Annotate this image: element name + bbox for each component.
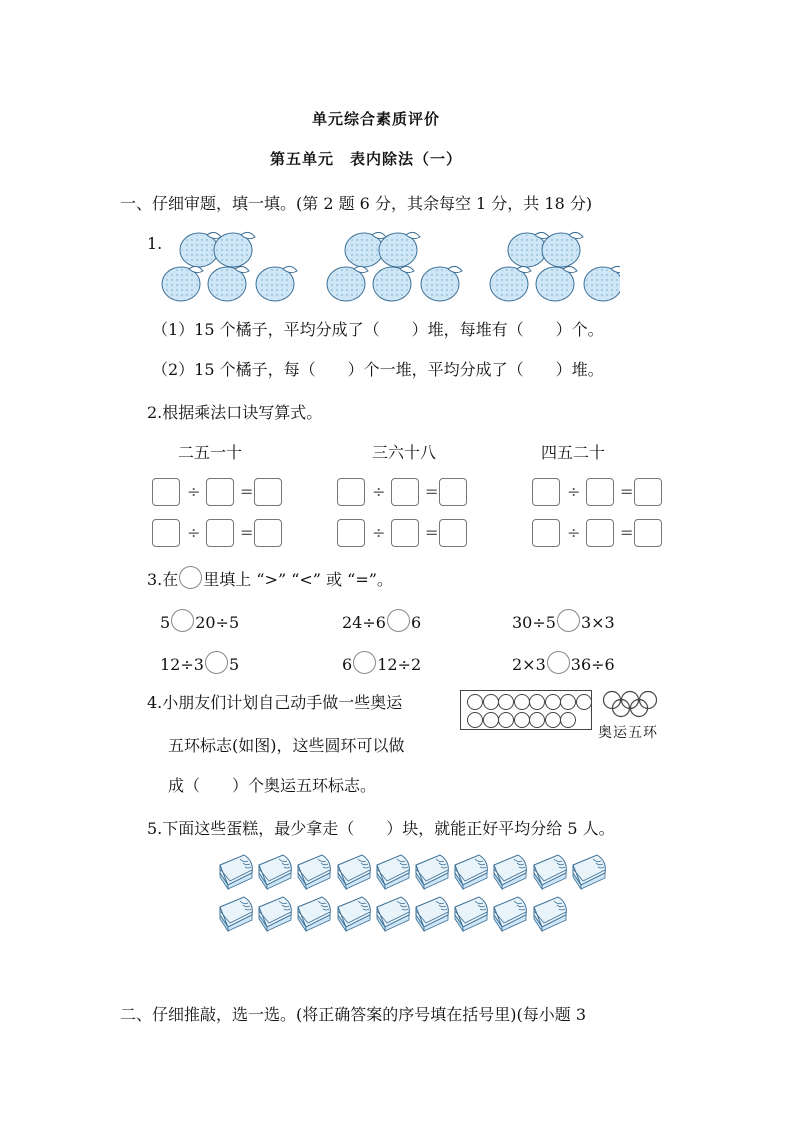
ring-icon xyxy=(498,694,514,710)
ring-icon xyxy=(560,712,576,728)
q3-right: 12÷2 xyxy=(377,655,422,674)
compare-circle[interactable] xyxy=(387,609,410,632)
ring-icon xyxy=(576,694,592,710)
cake-icon xyxy=(453,853,491,891)
cake-icon xyxy=(218,895,256,933)
division-sign: ÷ xyxy=(567,482,581,501)
cake-icon xyxy=(492,895,530,933)
q3-left: 5 xyxy=(160,613,171,632)
cake-icon xyxy=(257,895,295,933)
q3-left: 12÷3 xyxy=(160,655,204,674)
compare-circle[interactable] xyxy=(547,651,570,674)
cake-icon xyxy=(414,853,452,891)
cake-icon xyxy=(375,853,413,891)
section1-heading: 一、仔细审题，填一填。(第 2 题 6 分，其余每空 1 分，共 18 分) xyxy=(120,194,593,213)
equals-sign: = xyxy=(425,523,439,542)
q3-right: 6 xyxy=(410,613,422,632)
cake-icon xyxy=(336,895,374,933)
answer-box[interactable] xyxy=(532,519,560,547)
answer-box[interactable] xyxy=(152,519,180,547)
q3-left: 2×3 xyxy=(512,655,546,674)
q3-item xyxy=(342,651,421,674)
q3-item xyxy=(160,651,239,674)
cake-icon xyxy=(453,895,491,933)
q3-left: 24÷6 xyxy=(342,613,386,632)
unit-subtitle: 第五单元 表内除法（一） xyxy=(270,150,463,168)
q4-line-3: 成（ ）个奥运五环标志。 xyxy=(168,776,377,795)
ring-icon xyxy=(545,694,561,710)
ring-icon xyxy=(467,694,483,710)
compare-circle[interactable] xyxy=(171,609,194,632)
olympic-rings-icon xyxy=(600,690,660,720)
q3-item xyxy=(512,609,615,632)
division-sign: ÷ xyxy=(187,482,201,501)
equals-sign: = xyxy=(425,482,439,501)
q1-part-b: （2）15 个橘子，每（ ）个一堆，平均分成了（ ）堆。 xyxy=(152,360,604,379)
q3-left: 6 xyxy=(342,655,353,674)
compare-circle-icon xyxy=(179,566,202,589)
division-sign: ÷ xyxy=(187,523,201,542)
q4-line-2: 五环标志(如图)，这些圆环可以做 xyxy=(168,736,405,755)
answer-box[interactable] xyxy=(439,478,467,506)
oranges-illustration xyxy=(160,228,620,308)
compare-circle[interactable] xyxy=(205,651,228,674)
q1-part-a: （1）15 个橘子，平均分成了（ ）堆，每堆有（ ）个。 xyxy=(152,320,604,339)
q3-left: 30÷5 xyxy=(512,613,556,632)
q5-text: 5.下面这些蛋糕，最少拿走（ ）块，就能正好平均分给 5 人。 xyxy=(147,819,615,838)
answer-box[interactable] xyxy=(206,478,234,506)
q4-line-1: 4.小朋友们计划自己动手做一些奥运 xyxy=(147,693,403,712)
rings-box xyxy=(460,690,592,730)
answer-box[interactable] xyxy=(634,478,662,506)
ring-icon xyxy=(498,712,514,728)
answer-box[interactable] xyxy=(391,478,419,506)
cake-icon xyxy=(257,853,295,891)
answer-box[interactable] xyxy=(586,478,614,506)
answer-box[interactable] xyxy=(634,519,662,547)
cake-icon xyxy=(375,895,413,933)
division-sign: ÷ xyxy=(372,523,386,542)
cake-icon xyxy=(532,895,570,933)
q3-right: 3×3 xyxy=(580,613,615,632)
q3-item xyxy=(512,651,615,674)
cake-icon xyxy=(296,895,334,933)
answer-box[interactable] xyxy=(532,478,560,506)
equals-sign: = xyxy=(240,482,254,501)
division-sign: ÷ xyxy=(372,482,386,501)
answer-box[interactable] xyxy=(337,478,365,506)
q3-item xyxy=(160,609,239,632)
q2-rhyme-1: 二五一十 xyxy=(178,443,243,462)
cake-icon xyxy=(492,853,530,891)
answer-box[interactable] xyxy=(206,519,234,547)
rings-caption: 奥运五环 xyxy=(598,725,658,741)
answer-box[interactable] xyxy=(391,519,419,547)
cake-icon xyxy=(218,853,256,891)
equals-sign: = xyxy=(620,482,634,501)
division-sign: ÷ xyxy=(567,523,581,542)
cake-icon xyxy=(571,853,609,891)
answer-box[interactable] xyxy=(254,478,282,506)
compare-circle[interactable] xyxy=(353,651,376,674)
q3-prefix: 3.在 xyxy=(147,570,179,589)
ring-icon xyxy=(514,712,530,728)
answer-box[interactable] xyxy=(586,519,614,547)
ring-icon xyxy=(560,694,576,710)
q2-label: 2.根据乘法口诀写算式。 xyxy=(147,403,323,422)
ring-icon xyxy=(483,712,499,728)
cake-icon xyxy=(296,853,334,891)
cake-icon xyxy=(532,853,570,891)
ring-icon xyxy=(514,694,530,710)
answer-box[interactable] xyxy=(337,519,365,547)
q3-right: 36÷6 xyxy=(570,655,615,674)
ring-icon xyxy=(467,712,483,728)
q1-number: 1. xyxy=(147,234,163,253)
q3-item xyxy=(342,609,421,632)
q3-right: 5 xyxy=(228,655,240,674)
answer-box[interactable] xyxy=(152,478,180,506)
page-title: 单元综合素质评价 xyxy=(312,110,441,128)
q2-rhyme-2: 三六十八 xyxy=(372,443,437,462)
ring-icon xyxy=(529,694,545,710)
compare-circle[interactable] xyxy=(557,609,580,632)
ring-icon xyxy=(483,694,499,710)
answer-box[interactable] xyxy=(254,519,282,547)
answer-box[interactable] xyxy=(439,519,467,547)
q3-right: 20÷5 xyxy=(195,613,240,632)
q3-instruction xyxy=(147,566,393,590)
section2-heading: 二、仔细推敲，选一选。(将正确答案的序号填在括号里)(每小题 3 xyxy=(120,1005,586,1024)
q2-rhyme-3: 四五二十 xyxy=(541,443,606,462)
ring-icon xyxy=(545,712,561,728)
cake-icon xyxy=(414,895,452,933)
ring-icon xyxy=(529,712,545,728)
q3-suffix: 里填上 “>” “<” 或 “=”。 xyxy=(203,570,393,589)
cake-icon xyxy=(336,853,374,891)
equals-sign: = xyxy=(620,523,634,542)
equals-sign: = xyxy=(240,523,254,542)
